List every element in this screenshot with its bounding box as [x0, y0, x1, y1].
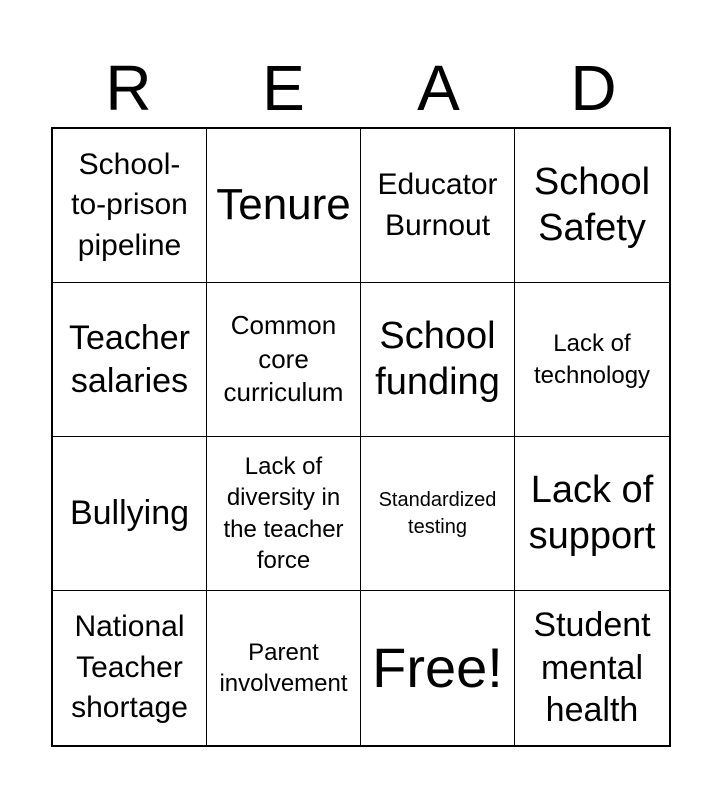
- cell-label: National Teacher shortage: [71, 610, 188, 725]
- bingo-cell-educator-burnout[interactable]: [361, 129, 515, 283]
- cell-label: Student mental health: [533, 606, 651, 730]
- bingo-cell-national-teacher-shortage[interactable]: [53, 591, 207, 745]
- bingo-cell-student-mental-health[interactable]: [515, 591, 669, 745]
- bingo-cell-lack-of-technology[interactable]: [515, 283, 669, 437]
- cell-label: Tenure: [216, 180, 351, 230]
- bingo-header: [51, 50, 671, 126]
- cell-label: Lack of technology: [533, 330, 651, 389]
- cell-label: Teacher salaries: [69, 319, 190, 400]
- cell-label: School Safety: [533, 160, 651, 249]
- bingo-cell-lack-of-diversity[interactable]: [207, 437, 361, 591]
- header-letter-e: E: [262, 52, 305, 124]
- header-letter-a: A: [417, 52, 460, 124]
- bingo-cell-common-core-curriculum[interactable]: [207, 283, 361, 437]
- cell-label: Standardized testing: [378, 488, 497, 538]
- bingo-cell-bullying[interactable]: [53, 437, 207, 591]
- bingo-cell-lack-of-support[interactable]: [515, 437, 669, 591]
- bingo-cell-tenure[interactable]: [207, 129, 361, 283]
- cell-label: Parent involvement: [219, 638, 348, 697]
- cell-label: Free!: [372, 635, 503, 699]
- header-letter-r: R: [105, 52, 152, 124]
- cell-label: Lack of support: [528, 468, 656, 557]
- cell-label: School-to-prison pipeline: [71, 147, 188, 262]
- bingo-cell-school-funding[interactable]: [361, 283, 515, 437]
- bingo-cell-teacher-salaries[interactable]: [53, 283, 207, 437]
- bingo-cell-school-safety[interactable]: [515, 129, 669, 283]
- bingo-cell-parent-involvement[interactable]: [207, 591, 361, 745]
- bingo-cell-free-space[interactable]: [361, 591, 515, 745]
- header-letter-d: D: [570, 52, 617, 124]
- cell-label: Common core curriculum: [223, 309, 344, 408]
- bingo-cell-school-to-prison-pipeline[interactable]: [53, 129, 207, 283]
- bingo-board: [51, 127, 671, 747]
- cell-label: Bullying: [69, 494, 190, 533]
- cell-label: Lack of diversity in the teacher force: [223, 453, 344, 574]
- cell-label: Educator Burnout: [377, 168, 498, 242]
- cell-label: School funding: [375, 314, 500, 403]
- bingo-cell-standardized-testing[interactable]: [361, 437, 515, 591]
